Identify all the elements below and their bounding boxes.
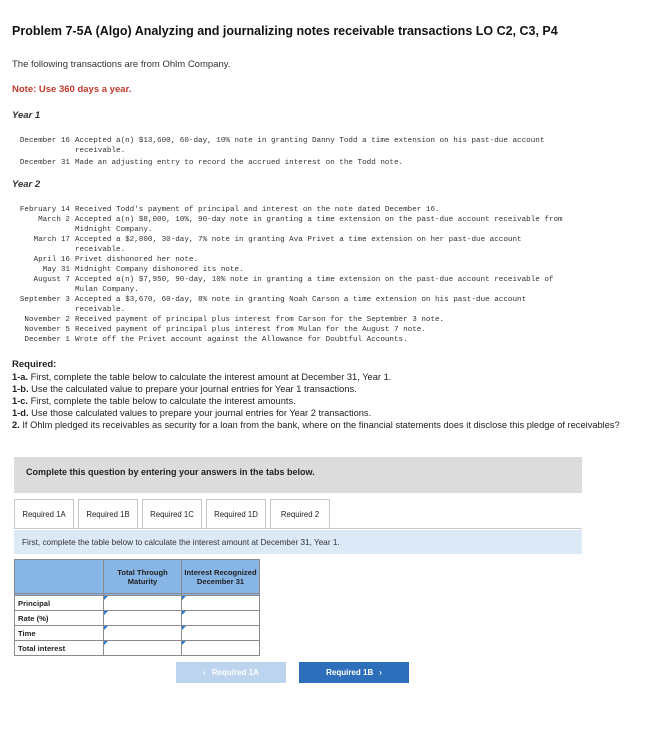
year2-label: Year 2 bbox=[12, 179, 41, 190]
note-text: Note: Use 360 days a year. bbox=[12, 84, 132, 95]
required-key: 1-b. bbox=[12, 384, 29, 394]
transaction-date: May 31 bbox=[42, 266, 70, 274]
tab-required-2[interactable]: Required 2 bbox=[270, 499, 330, 529]
rate-total-field[interactable] bbox=[104, 614, 181, 623]
instructions-text: Complete this question by entering your answers in the tabs below. bbox=[26, 467, 315, 477]
tab-required-1d[interactable]: Required 1D bbox=[206, 499, 266, 529]
transaction-date: March 2 bbox=[38, 216, 70, 224]
interest-total-input[interactable] bbox=[104, 641, 182, 656]
table-header-row bbox=[15, 560, 260, 594]
column-header-recognized: Interest Recognized December 31 bbox=[182, 560, 260, 594]
chevron-left-icon: ‹ bbox=[203, 668, 206, 677]
transaction-row bbox=[0, 235, 656, 255]
principal-total-field[interactable] bbox=[104, 599, 181, 608]
principal-total-input[interactable] bbox=[104, 596, 182, 611]
time-recognized-input[interactable] bbox=[182, 626, 260, 641]
transaction-text: Accepted a $3,670, 60-day, 8% note in granting Noah Carson a time extension on his past-due account receivable. bbox=[75, 296, 527, 314]
year2-transactions bbox=[0, 205, 656, 345]
required-key: 1-d. bbox=[12, 408, 29, 418]
next-button-label: Required 1B bbox=[326, 668, 374, 677]
transaction-date: August 7 bbox=[33, 276, 70, 284]
tab-bar bbox=[14, 499, 330, 529]
required-key: 2. bbox=[12, 420, 20, 430]
transaction-date: March 17 bbox=[33, 236, 70, 244]
transaction-text: Accepted a(n) $13,600, 60-day, 10% note in granting Danny Todd a time extension on his past-due account receivable. bbox=[75, 137, 545, 155]
interest-table bbox=[14, 559, 260, 656]
year1-transactions bbox=[0, 136, 656, 168]
required-item bbox=[12, 371, 648, 383]
time-recognized-field[interactable] bbox=[182, 629, 259, 638]
table-row bbox=[15, 641, 260, 656]
column-header-total: Total Through Maturity bbox=[104, 560, 182, 594]
transaction-date: April 16 bbox=[33, 256, 70, 264]
transaction-row bbox=[0, 136, 656, 156]
required-item bbox=[12, 407, 648, 419]
transaction-row bbox=[0, 325, 656, 335]
transaction-row bbox=[0, 205, 656, 215]
next-required-button[interactable] bbox=[299, 662, 409, 683]
required-text: First, complete the table below to calculate the interest amounts. bbox=[28, 396, 296, 406]
required-text: Use the calculated value to prepare your journal entries for Year 1 transactions. bbox=[28, 384, 357, 394]
chevron-right-icon: › bbox=[379, 668, 382, 677]
transaction-text: Wrote off the Privet account against the Allowance for Doubtful Accounts. bbox=[75, 336, 408, 344]
row-label-principal: Principal bbox=[15, 596, 104, 611]
page-title: Problem 7-5A (Algo) Analyzing and journalizing notes receivable transactions LO C2, C3, P4 bbox=[12, 24, 558, 38]
required-heading: Required: bbox=[12, 359, 57, 370]
tab-divider bbox=[14, 528, 582, 529]
required-item bbox=[12, 383, 648, 395]
required-item bbox=[12, 395, 648, 407]
intro-text: The following transactions are from Ohlm Company. bbox=[12, 59, 231, 70]
transaction-date: November 5 bbox=[24, 326, 70, 334]
transaction-date: December 16 bbox=[19, 137, 70, 145]
tab-required-1a[interactable]: Required 1A bbox=[14, 499, 74, 529]
prev-required-button[interactable] bbox=[176, 662, 286, 683]
tab-required-1b[interactable]: Required 1B bbox=[78, 499, 138, 529]
instructions-banner bbox=[14, 457, 582, 493]
transaction-date: December 31 bbox=[19, 159, 70, 167]
table-row bbox=[15, 611, 260, 626]
required-key: 1-a. bbox=[12, 372, 29, 382]
table-row bbox=[15, 626, 260, 641]
interest-recognized-field[interactable] bbox=[182, 644, 259, 653]
time-total-field[interactable] bbox=[104, 629, 181, 638]
transaction-date: September 3 bbox=[19, 296, 70, 304]
transaction-text: Received Todd's payment of principal and interest on the note dated December 16. bbox=[75, 206, 440, 214]
principal-recognized-field[interactable] bbox=[182, 599, 259, 608]
transaction-row bbox=[0, 265, 656, 275]
transaction-date: February 14 bbox=[19, 206, 70, 214]
transaction-row bbox=[0, 215, 656, 235]
interest-total-field[interactable] bbox=[104, 644, 181, 653]
interest-recognized-input[interactable] bbox=[182, 641, 260, 656]
transaction-row bbox=[0, 275, 656, 295]
required-list bbox=[12, 371, 648, 431]
transaction-row bbox=[0, 158, 656, 168]
rate-recognized-field[interactable] bbox=[182, 614, 259, 623]
row-label-rate: Rate (%) bbox=[15, 611, 104, 626]
time-total-input[interactable] bbox=[104, 626, 182, 641]
transaction-text: Accepted a(n) $8,000, 10%, 90-day note in granting a time extension on the past-due account receivable from Midnight Company. bbox=[75, 216, 563, 234]
transaction-date: December 1 bbox=[24, 336, 70, 344]
rate-recognized-input[interactable] bbox=[182, 611, 260, 626]
year1-label: Year 1 bbox=[12, 110, 41, 121]
transaction-text: Midnight Company dishonored its note. bbox=[75, 266, 244, 274]
principal-recognized-input[interactable] bbox=[182, 596, 260, 611]
tab-panel-header bbox=[14, 530, 582, 554]
tab-panel-instructions: First, complete the table below to calculate the interest amount at December 31, Year 1. bbox=[22, 538, 340, 547]
transaction-text: Privet dishonored her note. bbox=[75, 256, 199, 264]
required-item bbox=[12, 419, 648, 431]
table-row bbox=[15, 596, 260, 611]
required-text: If Ohlm pledged its receivables as security for a loan from the bank, where on the financial statements does it disclose this pledge of receivables? bbox=[19, 420, 620, 430]
transaction-text: Received payment of principal plus interest from Carson for the September 3 note. bbox=[75, 316, 445, 324]
transaction-text: Received payment of principal plus interest from Mulan for the August 7 note. bbox=[75, 326, 426, 334]
transaction-text: Accepted a(n) $7,950, 90-day, 10% note in granting a time extension on the past-due account receivable of Mulan Company. bbox=[75, 276, 554, 294]
row-label-total-interest: Total interest bbox=[15, 641, 104, 656]
transaction-row bbox=[0, 255, 656, 265]
required-text: Use those calculated values to prepare your journal entries for Year 2 transactions. bbox=[28, 408, 372, 418]
required-key: 1-c. bbox=[12, 396, 29, 406]
table-corner bbox=[15, 560, 104, 594]
transaction-row bbox=[0, 335, 656, 345]
prev-button-label: Required 1A bbox=[211, 668, 259, 677]
row-label-time: Time bbox=[15, 626, 104, 641]
required-text: First, complete the table below to calculate the interest amount at December 31, Year 1. bbox=[28, 372, 392, 382]
transaction-date: November 2 bbox=[24, 316, 70, 324]
transaction-text: Accepted a $2,800, 30-day, 7% note in granting Ava Privet a time extension on her past-due account receivable. bbox=[75, 236, 522, 254]
transaction-row bbox=[0, 315, 656, 325]
tab-required-1c[interactable]: Required 1C bbox=[142, 499, 202, 529]
transaction-row bbox=[0, 295, 656, 315]
transaction-text: Made an adjusting entry to record the accrued interest on the Todd note. bbox=[75, 159, 404, 167]
rate-total-input[interactable] bbox=[104, 611, 182, 626]
